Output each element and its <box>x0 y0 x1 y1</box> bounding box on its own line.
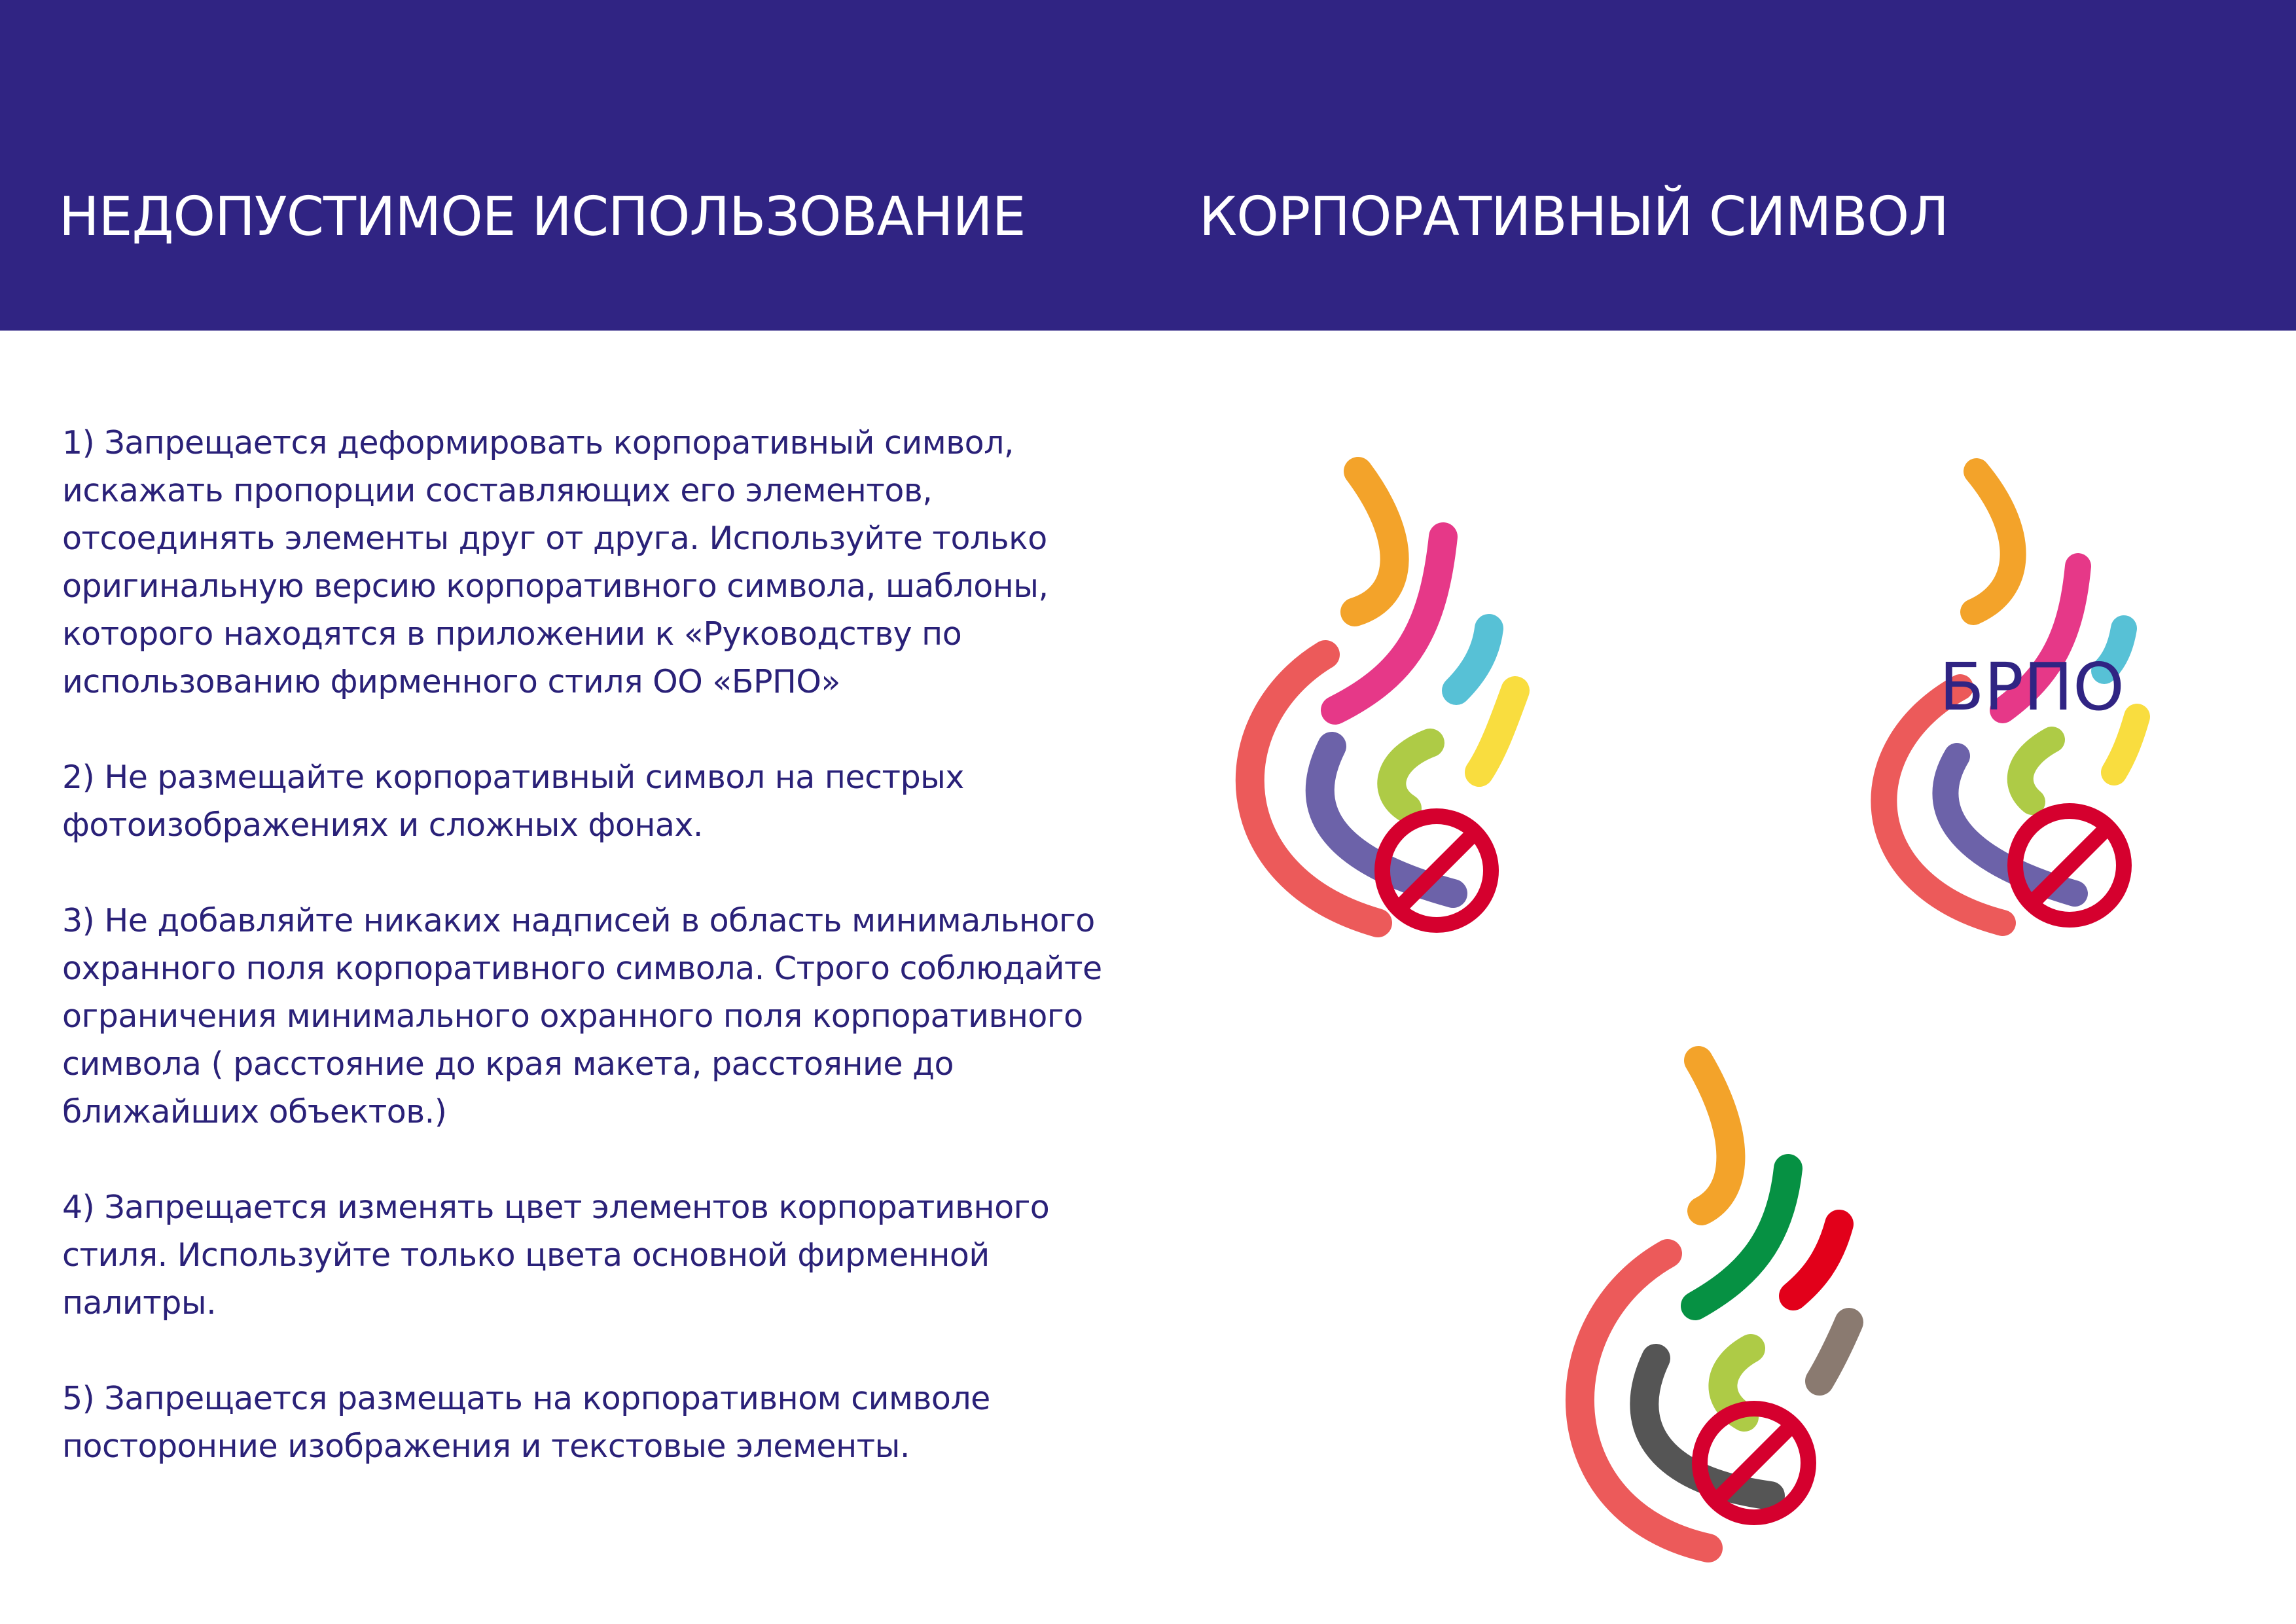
symbol-stroke <box>2020 740 2052 802</box>
rule-item: 3) Не добавляйте никаких надписей в область минимального охранного поля корпоративного символа. Строго соблюдайте ограничения минимального охранного поля корпоративного символа ( расстояние до края макета, расстояние до ближайших объектов.) <box>62 902 1102 1130</box>
symbol-stroke <box>1479 691 1515 772</box>
symbol-stroke <box>1793 1224 1839 1296</box>
symbol-stroke <box>1820 1322 1849 1381</box>
page-title: НЕДОПУСТИМОЕ ИСПОЛЬЗОВАНИЕ <box>59 186 1026 248</box>
symbol-stroke <box>1973 471 2013 612</box>
symbol-stroke <box>1391 743 1430 808</box>
symbol-stroke <box>1355 471 1395 612</box>
symbol-stroke <box>1698 1060 1731 1211</box>
section-title: КОРПОРАТИВНЫЙ СИМВОЛ <box>1199 186 1948 248</box>
wrong-colors-symbol-example <box>1525 1041 1892 1584</box>
rules-list <box>62 419 1122 1518</box>
rule-item: 5) Запрещается размещать на корпоративном символе посторонние изображения и текстовые элементы. <box>62 1380 990 1465</box>
rule-item: 1) Запрещается деформировать корпоративный символ, искажать пропорции составляющих его элементов, отсоединять элементы друг от друга. Используйте только оригинальную версию корпоративного символа, шаблоны, которого находятся в приложении к «Руководству по использованию фирменного стиля ОО «БРПО» <box>62 424 1049 700</box>
page-header <box>0 0 2296 331</box>
deformed-symbol-example <box>1191 458 1558 956</box>
symbol-overlay-text: БРПО <box>1939 649 2125 725</box>
rule-item: 4) Запрещается изменять цвет элементов корпоративного стиля. Используйте только цвета основной фирменной палитры. <box>62 1189 1050 1322</box>
symbol-stroke <box>1456 628 1489 691</box>
rule-item: 2) Не размещайте корпоративный символ на пестрых фотоизображениях и сложных фонах. <box>62 759 964 844</box>
